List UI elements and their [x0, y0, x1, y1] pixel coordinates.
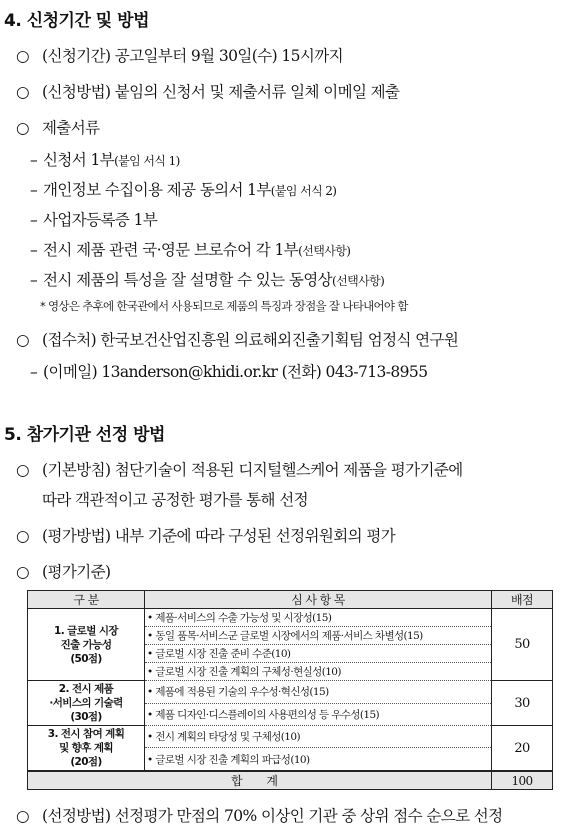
section4-heading: 4. 신청기간 및 방법 — [4, 11, 149, 31]
group-score: 50 — [492, 609, 553, 681]
header-items: 심 사 항 목 — [145, 591, 492, 609]
circle-bullet-icon: ○ — [16, 47, 29, 65]
doc-item — [30, 208, 157, 230]
circle-bullet-icon: ○ — [16, 527, 29, 545]
header-category: 구 분 — [28, 591, 145, 609]
doc-note: (붙임 서식 1) — [114, 154, 180, 168]
dash-bullet-icon: – — [30, 363, 38, 381]
doc-note: (붙임 서식 2) — [270, 184, 337, 198]
group-score: 20 — [492, 726, 553, 772]
section5-heading: 5. 참가기관 선정 방법 — [4, 425, 165, 445]
doc-item — [30, 268, 384, 290]
contact-detail: (이메일) 13anderson@khidi.or.kr (전화) 043-713-8955 — [43, 363, 428, 381]
period-text: (신청기간) 공고일부터 9월 30일(수) 15시까지 — [42, 47, 344, 65]
method-item — [16, 80, 399, 102]
group-name: 2. 전시 제품 ·서비스의 기술력 (30점) — [28, 681, 145, 726]
dash-bullet-icon: – — [30, 271, 38, 289]
criteria-item: • 글로벌 시장 진출 계획의 구체성·현실성(10) — [145, 663, 492, 681]
table-header-row — [28, 591, 553, 609]
eval-method-text: (평가방법) 내부 기준에 따라 구성된 선정위원회의 평가 — [42, 527, 396, 545]
criteria-item: • 글로벌 시장 진출 준비 수준(10) — [145, 645, 492, 663]
dash-bullet-icon: – — [30, 211, 38, 229]
criteria-item: • 동일 품목·서비스군 글로벌 시장에서의 제품·서비스 차별성(15) — [145, 627, 492, 645]
group-name: 3. 전시 참여 계획 및 향후 계획 (20점) — [28, 726, 145, 772]
doc-note: (선택사항) — [298, 244, 351, 258]
doc-item — [30, 238, 350, 260]
contact-item — [16, 328, 458, 350]
doc-note: (선택사항) — [332, 274, 385, 288]
criteria-item: • 제품에 적용된 기술의 우수성·혁신성(15) — [145, 681, 492, 704]
table-total-row — [28, 771, 553, 790]
circle-bullet-icon: ○ — [16, 83, 29, 101]
doc-item — [30, 178, 336, 200]
criteria-title: (평가기준) — [42, 563, 111, 581]
policy-line1: (기본방침) 첨단기술이 적용된 디지털헬스케어 제품을 평가기준에 — [42, 461, 463, 479]
doc-main: 사업자등록증 1부 — [43, 211, 158, 229]
header-score: 배점 — [492, 591, 553, 609]
dash-bullet-icon: – — [30, 151, 38, 169]
contact-text: (접수처) 한국보건산업진흥원 의료해외진출기획팀 엄정식 연구원 — [42, 331, 459, 349]
policy-line2: 따라 객관적이고 공정한 평가를 통해 선정 — [42, 491, 308, 509]
video-note: * 영상은 추후에 한국관에서 사용되므로 제품의 특징과 장점을 잘 나타내어야 함 — [40, 299, 408, 313]
eval-method-item — [16, 524, 395, 546]
criteria-item: • 제품 디자인·디스플레이의 사용편의성 등 우수성(15) — [145, 703, 492, 726]
doc-main: 전시 제품 관련 국·영문 브로슈어 각 1부 — [43, 241, 299, 259]
circle-bullet-icon: ○ — [16, 563, 29, 581]
criteria-table — [27, 590, 553, 790]
group-name: 1. 글로벌 시장 진출 가능성 (50점) — [28, 609, 145, 681]
period-item — [16, 44, 343, 66]
group-score: 30 — [492, 681, 553, 726]
selection-text: (선정방법) 선정평가 만점의 70% 이상인 기관 중 상위 점수 순으로 선정 — [42, 807, 503, 825]
doc-main: 개인정보 수집이용 제공 동의서 1부 — [43, 181, 271, 199]
doc-item — [30, 148, 180, 170]
method-text: (신청방법) 붙임의 신청서 및 제출서류 일체 이메일 제출 — [42, 83, 400, 101]
dash-bullet-icon: – — [30, 241, 38, 259]
table-row — [28, 609, 553, 627]
criteria-item: • 전시 계획의 타당성 및 구체성(10) — [145, 726, 492, 748]
policy-item — [16, 458, 463, 480]
circle-bullet-icon: ○ — [16, 331, 29, 349]
criteria-title-item — [16, 560, 110, 582]
circle-bullet-icon: ○ — [16, 807, 29, 825]
doc-main: 신청서 1부 — [43, 151, 115, 169]
total-score: 100 — [492, 771, 553, 790]
circle-bullet-icon: ○ — [16, 461, 29, 479]
dash-bullet-icon: – — [30, 181, 38, 199]
docs-title-item — [16, 116, 100, 138]
table-row — [28, 681, 553, 704]
criteria-item: • 제품·서비스의 수출 가능성 및 시장성(15) — [145, 609, 492, 627]
docs-title: 제출서류 — [42, 119, 100, 137]
doc-main: 전시 제품의 특성을 잘 설명할 수 있는 동영상 — [43, 271, 333, 289]
table-row — [28, 726, 553, 748]
total-label: 합 계 — [28, 771, 492, 790]
selection-item — [16, 804, 503, 826]
criteria-item: • 글로벌 시장 진출 계획의 파급성(10) — [145, 748, 492, 771]
circle-bullet-icon: ○ — [16, 119, 29, 137]
contact-detail-item — [30, 360, 427, 382]
